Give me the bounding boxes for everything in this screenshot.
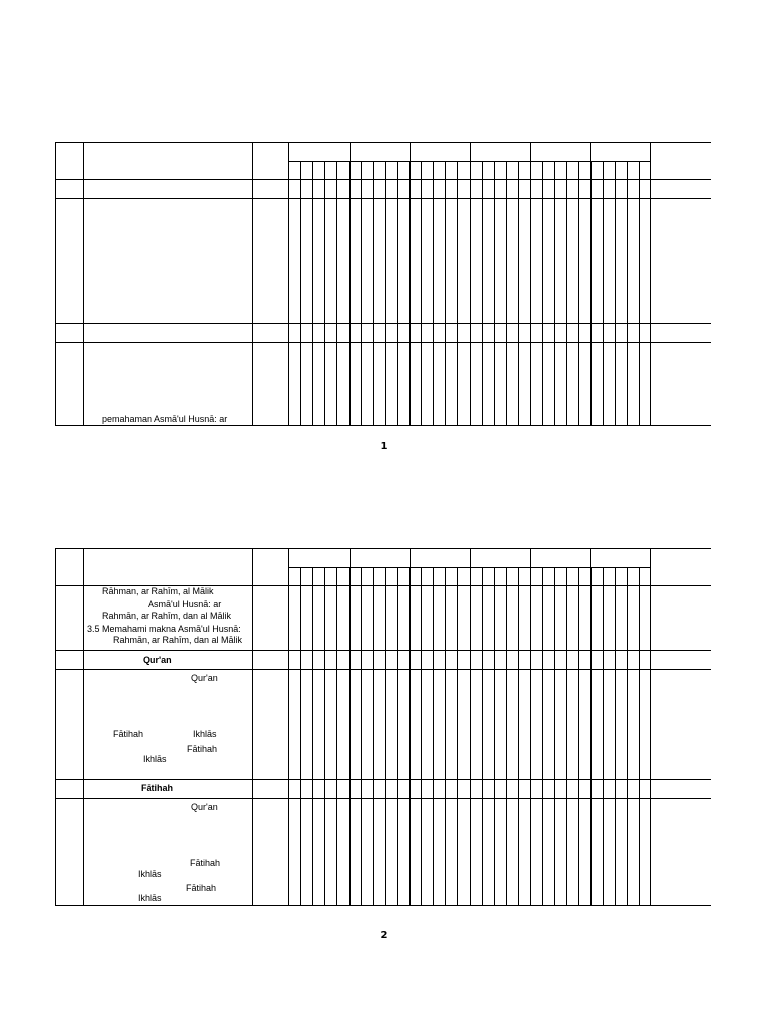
page-number-2: 2 [380,930,388,941]
competency-line: Qur'an [191,673,218,683]
competency-line: Rāhman, ar Rahīm, al Mālik [102,586,214,596]
assessment-grid-page-1 [55,142,711,426]
competency-line: Ikhlās [193,729,217,739]
competency-line: Ikhlās [143,754,167,764]
competency-line: Ikhlās [138,869,162,879]
competency-line: Qur'an [191,802,218,812]
section-heading: Fātihah [141,783,174,793]
competency-text-p1-1: pemahaman Asmā'ul Husnā: ar [102,414,228,424]
competency-line: Rahmān, ar Rahīm, dan al Mālik [113,635,243,645]
competency-line: Ikhlās [138,893,162,903]
competency-line: Asmā'ul Husnā: ar [148,599,222,609]
competency-line: Fātihah [187,744,218,754]
section-heading: Qur'an [143,655,172,665]
competency-line: Rahmān, ar Rahīm, dan al Mālik [102,611,232,621]
competency-line: Fātihah [113,729,144,739]
page-number-1: 1 [380,441,388,452]
competency-line: 3.5 Memahami makna Asmā'ul Husnā: [87,624,241,634]
competency-line: Fātihah [186,883,217,893]
competency-line: Fātihah [190,858,221,868]
